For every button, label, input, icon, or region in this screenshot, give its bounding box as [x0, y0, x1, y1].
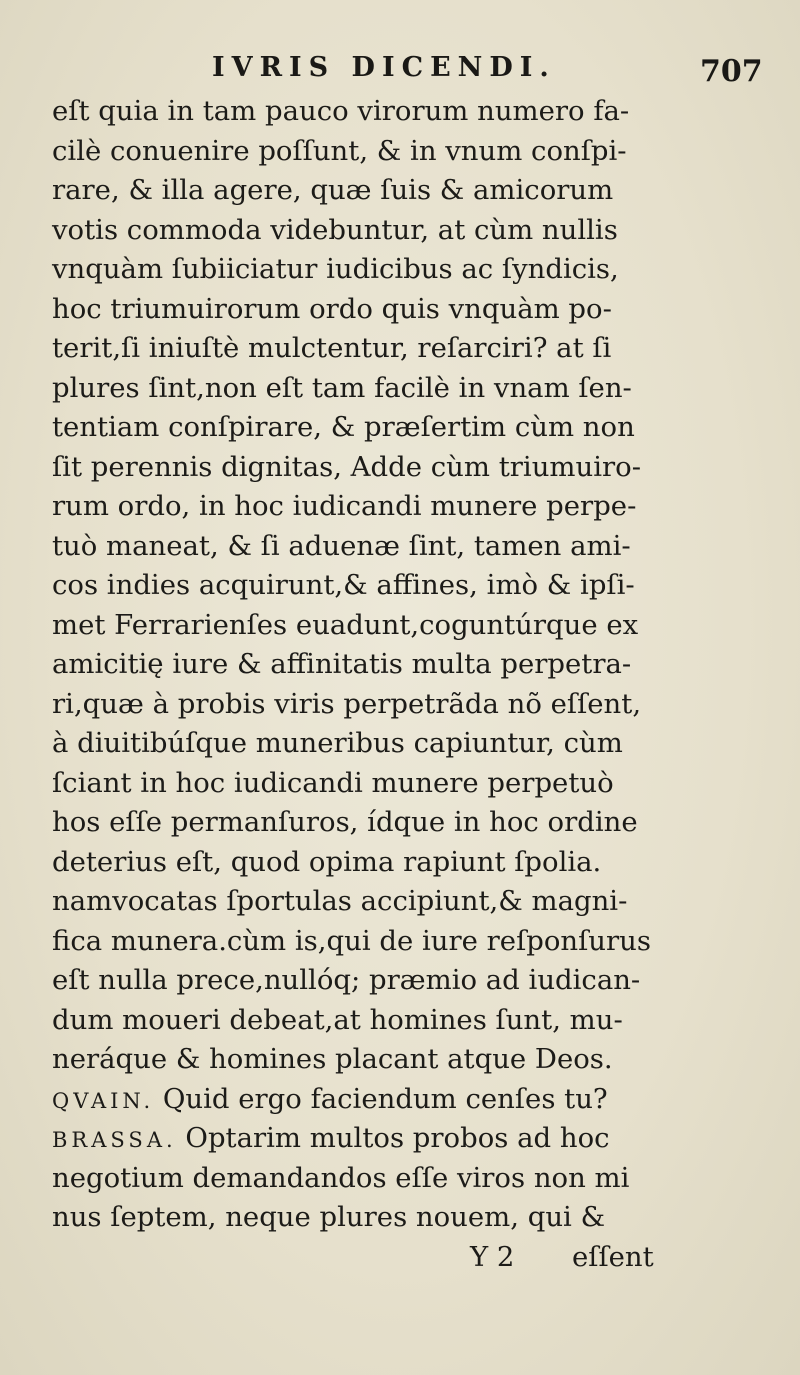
text-line: cilè conuenire poſſunt, & in vnum conſpi- — [52, 134, 627, 167]
text-line: rum ordo, in hoc iudicandi munere perpe- — [52, 490, 637, 522]
text-line: vnquàm ſubiiciatur iudicibus ac ſyndicis, — [52, 253, 619, 285]
text-line: rare, & illa agere, quæ ſuis & amicorum — [52, 174, 614, 206]
signature-mark: Y 2 — [470, 1240, 515, 1273]
text-line: ri,quæ à probis viris perpetrãda nõ eſſent, — [52, 687, 642, 720]
text-line: namvocatas ſportulas accipiunt,& magni- — [52, 885, 628, 917]
catchword: eſſent — [572, 1240, 654, 1273]
dialogue-text: Optarim multos probos ad hoc — [176, 1122, 610, 1154]
dialogue-line — [52, 1080, 772, 1120]
page-header — [0, 52, 800, 92]
text-line: ſciant in hoc iudicandi munere perpetuò — [52, 766, 614, 799]
dialogue-line — [52, 1119, 772, 1159]
text-line: amicitię iure & affinitatis multa perpetra- — [52, 648, 632, 680]
text-line: eſt nulla prece,nullóq; præmio ad iudican- — [52, 964, 641, 996]
text-line: cos indies acquirunt,& affines, imò & ipſi- — [52, 569, 635, 601]
page-footer — [52, 1238, 772, 1278]
text-line: neráque & homines placant atque Deos. — [52, 1043, 613, 1075]
page-number: 707 — [700, 54, 763, 89]
text-line: eſt quia in tam pauco virorum numero fa- — [52, 95, 630, 127]
text-line: à diuitibúſque muneribus capiuntur, cùm — [52, 727, 623, 759]
text-line: tuò maneat, & ſi aduenæ ſint, tamen ami- — [52, 529, 631, 562]
text-line: tentiam conſpirare, & præſertim cùm non — [52, 411, 635, 443]
dialogue-text: Quid ergo faciendum cenſes tu? — [154, 1082, 608, 1115]
text-line: nus ſeptem, neque plures nouem, qui & — [52, 1201, 606, 1233]
text-line: fica munera.cùm is,qui de iure reſponſurus — [52, 924, 651, 957]
running-title: IVRIS DICENDI. — [212, 52, 556, 83]
text-line: deterius eſt, quod opima rapiunt ſpolia. — [52, 845, 602, 878]
text-line: plures ſint,non eſt tam facilè in vnam ſen- — [52, 371, 632, 404]
speaker-name: QVAIN. — [52, 1088, 155, 1113]
text-line: votis commoda videbuntur, at cùm nullis — [52, 213, 618, 246]
speaker-name: BRASSA. — [52, 1128, 177, 1152]
text-line: met Ferrarienſes euadunt,coguntúrque ex — [52, 608, 639, 641]
text-line: dum moueri debeat,at homines ſunt, mu- — [52, 1003, 623, 1036]
text-line: hos eſſe permanſuros, ídque in hoc ordine — [52, 806, 638, 838]
text-line: terit,ſi iniuſtè mulctentur, reſarciri? at ſi — [52, 332, 612, 364]
text-line: ſit perennis dignitas, Adde cùm triumuiro- — [52, 450, 641, 483]
body-text — [52, 92, 772, 1277]
text-line: hoc triumuirorum ordo quis vnquàm po- — [52, 292, 612, 325]
text-line: negotium demandandos eſſe viros non mi — [52, 1161, 630, 1194]
